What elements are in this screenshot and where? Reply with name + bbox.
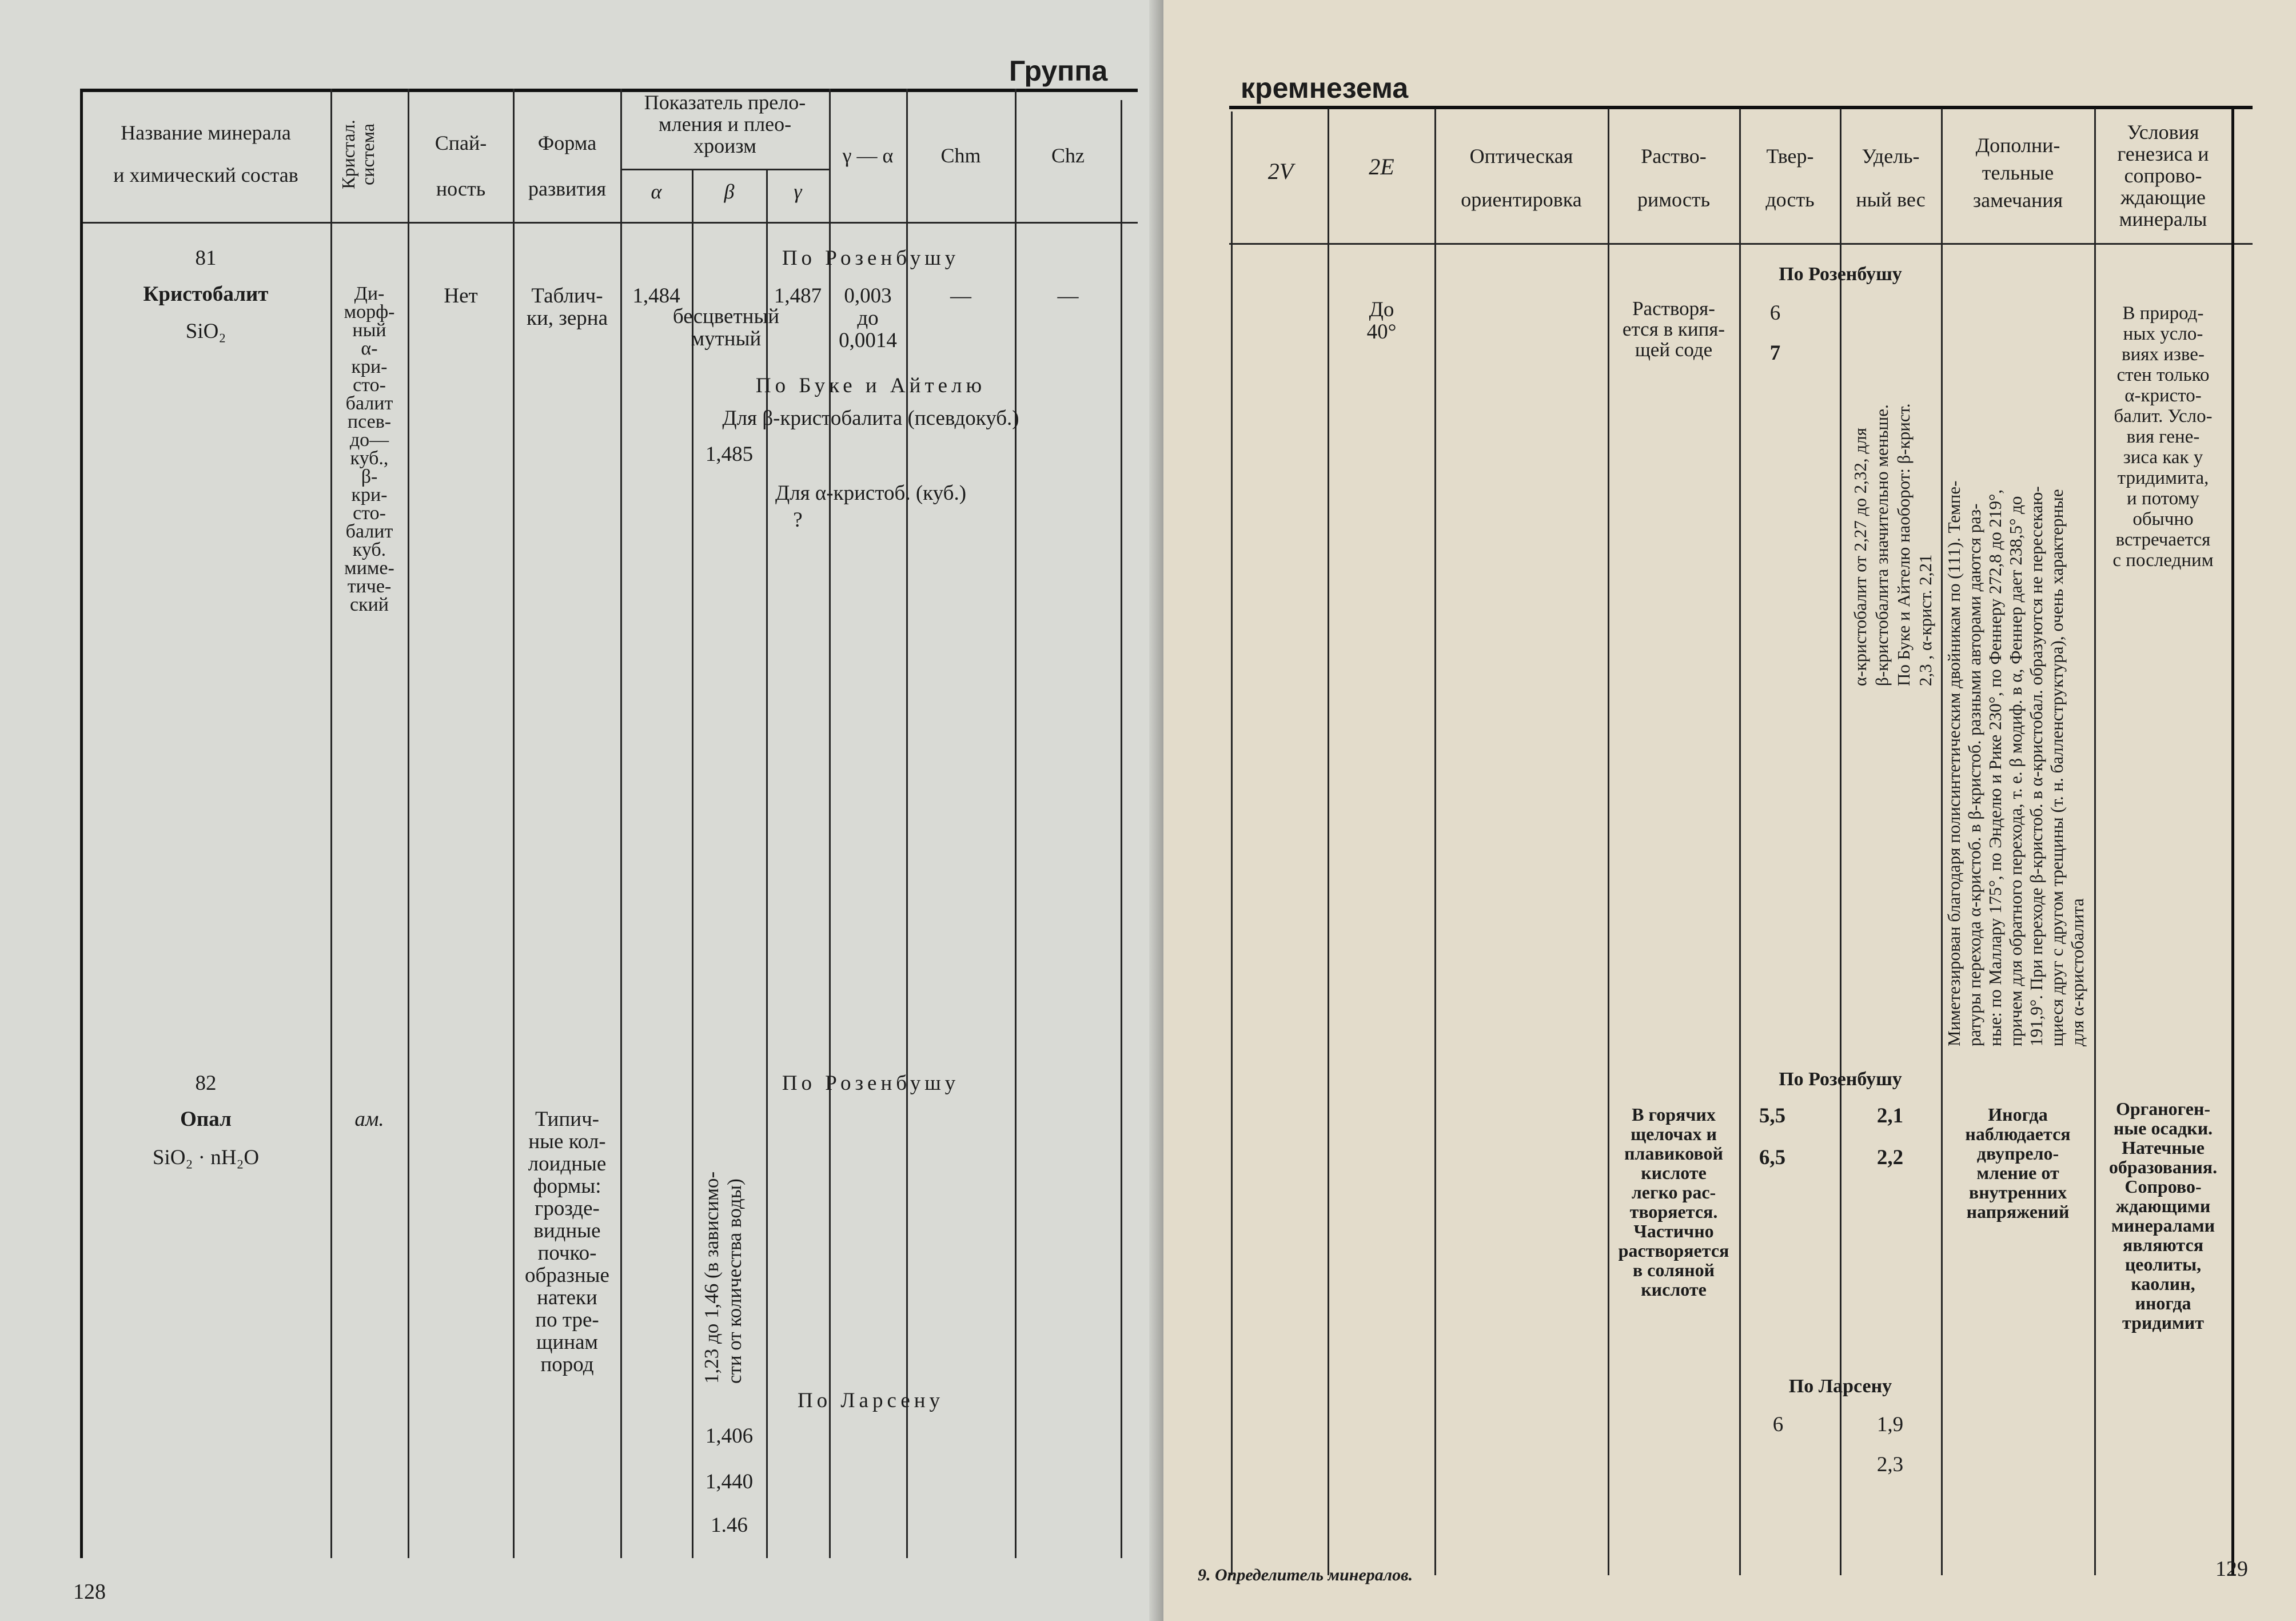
row-number: 82 <box>195 1072 217 1095</box>
larsen-value: 1.46 <box>711 1514 748 1537</box>
header-name-line1: Название минерала <box>121 121 291 144</box>
chm-value: — <box>950 284 971 308</box>
header-bottom-rule <box>1229 243 2253 245</box>
cleavage-value: Нет <box>444 284 478 308</box>
table-top-rule <box>80 89 1138 92</box>
header-density: Удель- ный вес <box>1856 145 1926 211</box>
running-title-right: кремнезема <box>1241 72 1409 104</box>
col-divider <box>1015 89 1017 1558</box>
habit-text: Типич- ные кол- лоидные формы: грозде- видные почко- образные натеки по тре- щинам пород <box>525 1108 609 1376</box>
refraction-subheader-rule <box>620 169 829 170</box>
row-number: 81 <box>195 246 217 270</box>
table-left-border <box>80 89 83 1558</box>
page-number-right: 129 <box>2215 1557 2248 1581</box>
source-rosenbusch: По Розенбушу <box>1779 1069 1902 1090</box>
source-buke-aitel: По Буке и Айтелю <box>755 374 986 397</box>
crystal-system-text: Ди- морф- ный α- кри- сто- балит псев- до— куб., β- кри- сто- балит куб. миме- тиче- ский <box>344 283 395 615</box>
alpha-value-unknown: ? <box>793 508 803 532</box>
source-larsen: По Ларсену <box>1788 1376 1892 1397</box>
col-divider <box>408 89 409 1558</box>
col-divider <box>1840 109 1841 1575</box>
col-divider <box>1231 111 1233 1575</box>
header-alpha: α <box>651 180 662 203</box>
header-2v: 2V <box>1267 158 1294 184</box>
remarks-note-vertical: Миметезирован благодаря полисинтетическим двойникам по (111). Темпе- ратуры перехода α-кристоб. в β-кристоб. разными авторами даются раз- ные: по Маллару 175°, по Энделю и Рике 230°, по Феннеру 272,8 до 219°, причем для обратного перехода, т. е. β модиф. в α, Феннер дает 238,5° до 191,9°. При переходе β-кристоб. в α-кристобал. образуются не пересекаю- щиеся друг с другом трещины (т. н. балленструктура), очень характерные для α-кристобалита <box>1944 480 2087 1046</box>
col-divider <box>906 89 908 1558</box>
solubility-text: Растворя- ется в кипя- щей соде <box>1622 297 1725 361</box>
remarks-text: Иногда наблюдается двупрело- мление от внутренних напряжений <box>1965 1104 2071 1222</box>
larsen-density: 1,9 <box>1876 1413 1904 1436</box>
beta-cristobalite-label: Для β-кристобалита (псевдокуб.) <box>722 407 1019 430</box>
mineral-name: Опал <box>180 1108 232 1131</box>
header-optical: Оптическая ориентировка <box>1461 145 1582 211</box>
twoE-value: До 40° <box>1366 298 1397 344</box>
header-chm: Chm <box>940 144 981 167</box>
col-divider <box>330 89 332 1558</box>
mineral-formula: SiO₂ · nH₂O <box>152 1146 260 1169</box>
col-divider <box>1121 100 1122 1558</box>
col-divider <box>1941 109 1943 1575</box>
right-page <box>1163 0 2296 1621</box>
source-rosenbusch: По Розенбушу <box>1779 264 1902 285</box>
density-value: 2,1 <box>1876 1104 1904 1128</box>
larsen-value: 1,440 <box>705 1470 754 1493</box>
gamma-value: 1,487 <box>774 284 822 308</box>
header-solubility: Раство- римость <box>1637 145 1711 211</box>
alpha-value: 1,484 <box>632 284 680 308</box>
header-hardness: Твер- дость <box>1765 145 1815 211</box>
source-rosenbusch: По Розенбушу <box>782 246 960 270</box>
header-refraction: Показатель прело- мления и плео- хроизм <box>644 91 806 157</box>
table-top-rule <box>1229 106 2253 109</box>
source-rosenbusch: По Розенбушу <box>782 1072 960 1095</box>
header-name-line2: и химический состав <box>113 164 298 186</box>
col-divider <box>1739 109 1741 1575</box>
header-remarks: Дополни- тельные замечания <box>1972 134 2063 212</box>
beta-value: 1,485 <box>705 443 754 466</box>
hardness-value: 6 <box>1769 301 1781 325</box>
header-genesis: Условия генезиса и сопрово- ждающие минералы <box>2117 121 2209 230</box>
hardness-value: 6,5 <box>1759 1146 1786 1169</box>
birefringence-value: 0,003 до 0,0014 <box>839 284 897 352</box>
header-birefringence: γ — α <box>842 144 894 167</box>
mineral-formula: SiO₂ <box>185 320 226 343</box>
hardness-value: 7 <box>1769 341 1781 365</box>
col-divider <box>620 89 622 1558</box>
opal-refraction-range: 1,23 до 1,46 (в зависимо- сти от количества воды) <box>700 1171 746 1384</box>
header-2e: 2E <box>1369 154 1394 180</box>
density-value: 2,2 <box>1876 1146 1904 1169</box>
genesis-text: Органоген- ные осадки. Натечные образования. Сопрово- ждающими минералами являются цеолиты, каолин, иногда тридимит <box>2108 1098 2218 1333</box>
habit-text: Таблич- ки, зерна <box>526 284 608 330</box>
density-note-vertical: α-кристобалит от 2,27 до 2,32, для β-кристобалита значительно меньше. По Буке и Айтелю наоборот: β-крист. 2,3 , α-крист. 2,21 <box>1850 403 1935 686</box>
genesis-text: В природ- ных усло- виях изве- стен только α-кристо- балит. Усло- вия гене- зиса как у тридимита, и потому обычно встречается с последним <box>2112 303 2214 571</box>
header-crystal-system: Кристал. система <box>338 120 378 189</box>
hardness-value: 5,5 <box>1759 1104 1786 1128</box>
header-chz: Chz <box>1051 144 1085 167</box>
running-title-left: Группа <box>1009 55 1108 87</box>
header-gamma: γ <box>794 180 802 203</box>
header-habit: Форма развития <box>528 132 607 200</box>
larsen-value: 1,406 <box>705 1424 754 1448</box>
footer-book-title: 9. Определитель минералов. <box>1198 1566 1413 1584</box>
page-number-left: 128 <box>73 1580 106 1604</box>
chz-value: — <box>1057 284 1079 308</box>
larsen-hardness: 6 <box>1772 1413 1784 1436</box>
table-right-border <box>2231 109 2234 1575</box>
source-larsen: По Ларсену <box>797 1389 944 1412</box>
header-bottom-rule <box>80 222 1138 224</box>
color-note: бесцветный мутный <box>672 305 780 351</box>
larsen-density: 2,3 <box>1876 1453 1904 1476</box>
solubility-text: В горячих щелочах и плавиковой кислоте легко рас- творяется. Частично растворяется в соляной кислоте <box>1618 1104 1729 1300</box>
header-beta: β <box>724 180 735 203</box>
col-divider <box>1434 109 1436 1575</box>
crystal-system-text: ам. <box>354 1108 384 1131</box>
header-cleavage: Спай- ность <box>435 132 487 200</box>
mineral-name: Кристобалит <box>143 282 269 306</box>
alpha-cristobalite-label: Для α-кристоб. (куб.) <box>775 481 967 505</box>
